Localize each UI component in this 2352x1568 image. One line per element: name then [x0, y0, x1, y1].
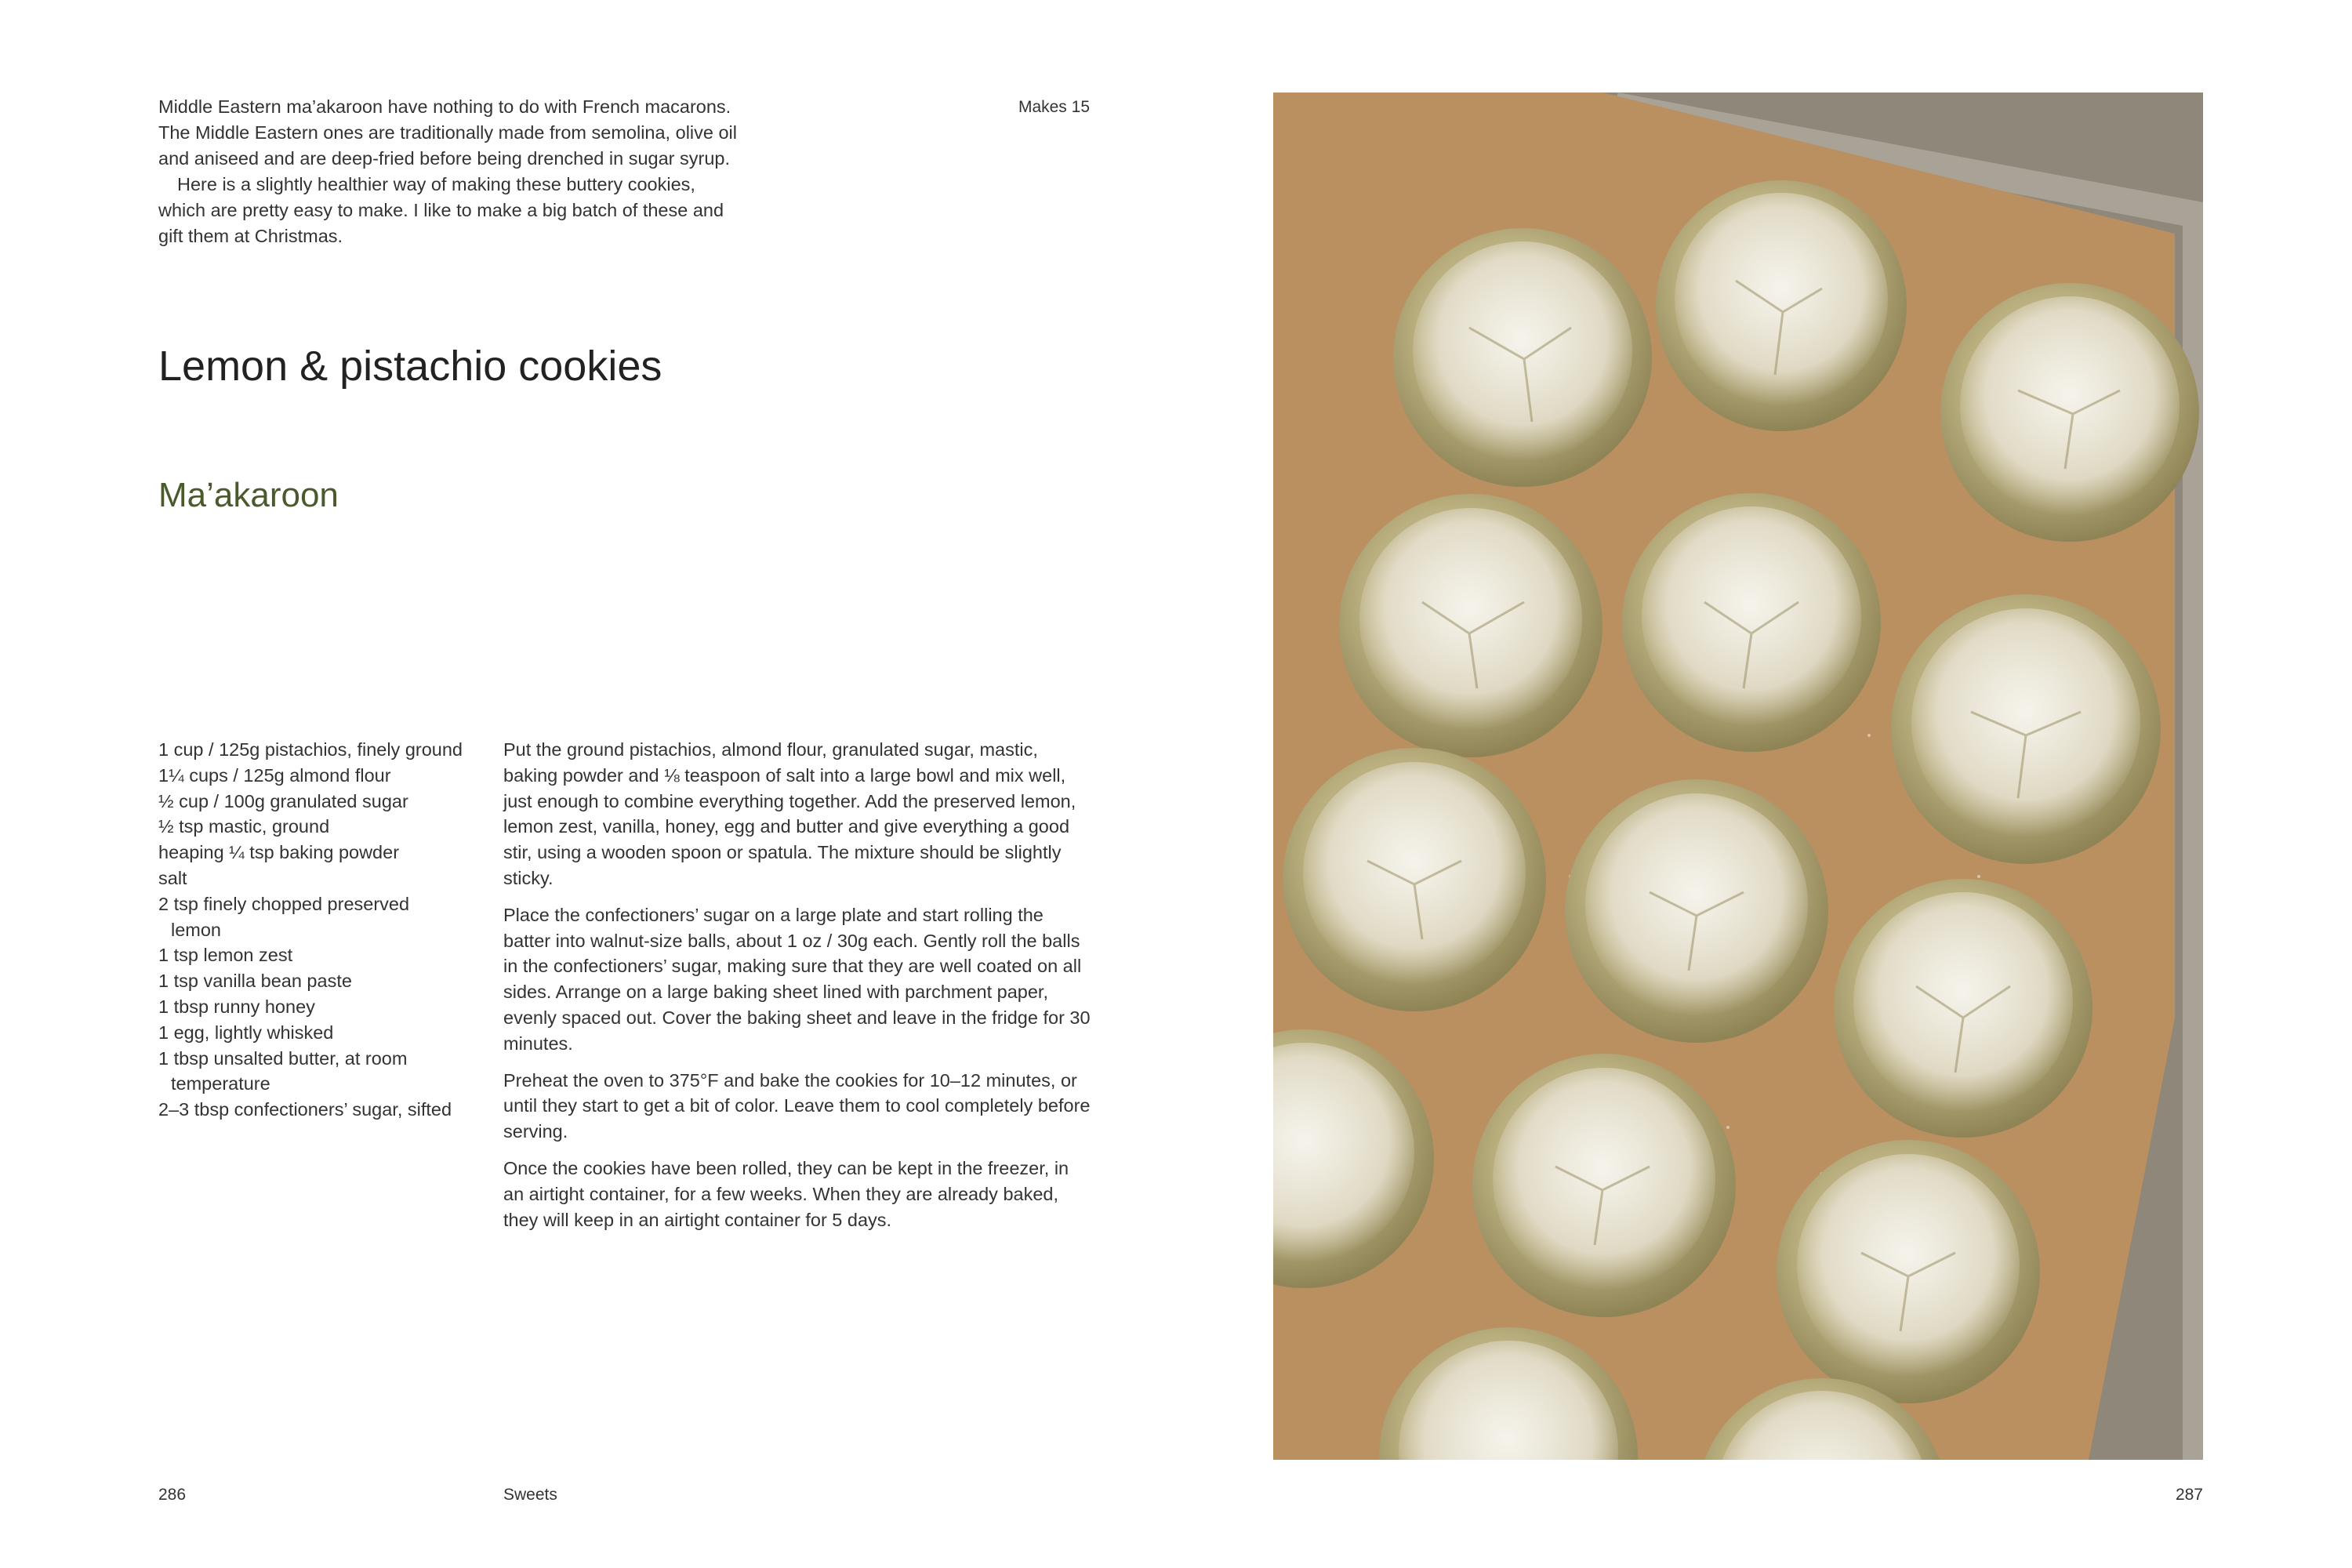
- ingredient-item: ½ cup / 100g granulated sugar: [158, 790, 408, 811]
- cookie: [1622, 493, 1881, 752]
- recipe-subtitle: Ma’akaroon: [158, 476, 339, 514]
- method-step: Put the ground pistachios, almond flour, granulated sugar, mastic, baking powder and ⅛ teaspoon of salt into a large bowl and mix well, just enough to combine everything together. Add the preserved lemon, lemon zest, vanilla, honey, egg and butter and give everything a good stir, using a wooden spoon or spatula. The mixture should be slightly sticky.: [503, 739, 1076, 888]
- ingredient-item: 1 cup / 125g pistachios, finely ground: [158, 739, 463, 760]
- ingredient-item: ½ tsp mastic, ground: [158, 816, 330, 837]
- cookie: [1472, 1054, 1736, 1317]
- cookies-photo: [1273, 93, 2203, 1460]
- method-step: Preheat the oven to 375°F and bake the cookies for 10–12 minutes, or until they start to get a bit of color. Leave them to cool completely before serving.: [503, 1069, 1091, 1142]
- method-step: Once the cookies have been rolled, they can be kept in the freezer, in an airtight container, for a few weeks. When they are already baked, they will keep in an airtight container for 5 days.: [503, 1157, 1069, 1230]
- ingredient-item: 2–3 tbsp confectioners’ sugar, sifted: [158, 1099, 452, 1120]
- page-number-right: 287: [2175, 1486, 2203, 1504]
- cookie: [1891, 594, 2161, 864]
- intro-text: [158, 94, 742, 249]
- ingredient-item: 2 tsp finely chopped preserved lemon: [158, 893, 410, 940]
- ingredient-item: 1 tbsp runny honey: [158, 996, 315, 1017]
- right-page: [1176, 0, 2352, 1568]
- cookie: [1565, 779, 1828, 1043]
- recipe-yield: Makes 15: [1018, 98, 1090, 116]
- ingredient-item: salt: [158, 867, 187, 888]
- ingredients-list: [158, 737, 464, 1123]
- ingredient-item: heaping ¼ tsp baking powder: [158, 842, 400, 863]
- cookie: [1656, 180, 1907, 431]
- cookie: [1339, 494, 1602, 757]
- ingredient-item: 1 tbsp unsalted butter, at room temperature: [158, 1047, 408, 1094]
- recipe-title: Lemon & pistachio cookies: [158, 343, 662, 390]
- page-number-left: 286: [158, 1486, 187, 1504]
- cookie: [1777, 1140, 2040, 1403]
- ingredient-item: 1 tsp vanilla bean paste: [158, 971, 352, 992]
- intro-paragraph: Here is a slightly healthier way of making these buttery cookies, which are pretty easy to make. I like to make a big batch of these and gift them at Christmas.: [158, 174, 724, 246]
- ingredient-item: 1 egg, lightly whisked: [158, 1022, 334, 1043]
- method-step: Place the confectioners’ sugar on a large plate and start rolling the batter into walnut-size balls, about 1 oz / 30g each. Gently roll the balls in the confectioners’ sugar, making sure that they are well coated on all sides. Arrange on a large baking sheet lined with parchment paper, evenly spaced out. Cover the baking sheet and leave in the fridge for 30 minutes.: [503, 904, 1091, 1054]
- section-name: Sweets: [503, 1486, 557, 1504]
- method-text: [503, 737, 1093, 1243]
- ingredient-item: 1¼ cups / 125g almond flour: [158, 764, 391, 786]
- intro-paragraph: Middle Eastern ma’akaroon have nothing to do with French macarons. The Middle Eastern ones are traditionally made from semolina, olive oil and aniseed and are deep-fried before being drenched in sugar syrup.: [158, 96, 737, 169]
- cookie: [1834, 879, 2092, 1138]
- cookie: [1283, 748, 1546, 1011]
- ingredient-item: 1 tsp lemon zest: [158, 945, 293, 966]
